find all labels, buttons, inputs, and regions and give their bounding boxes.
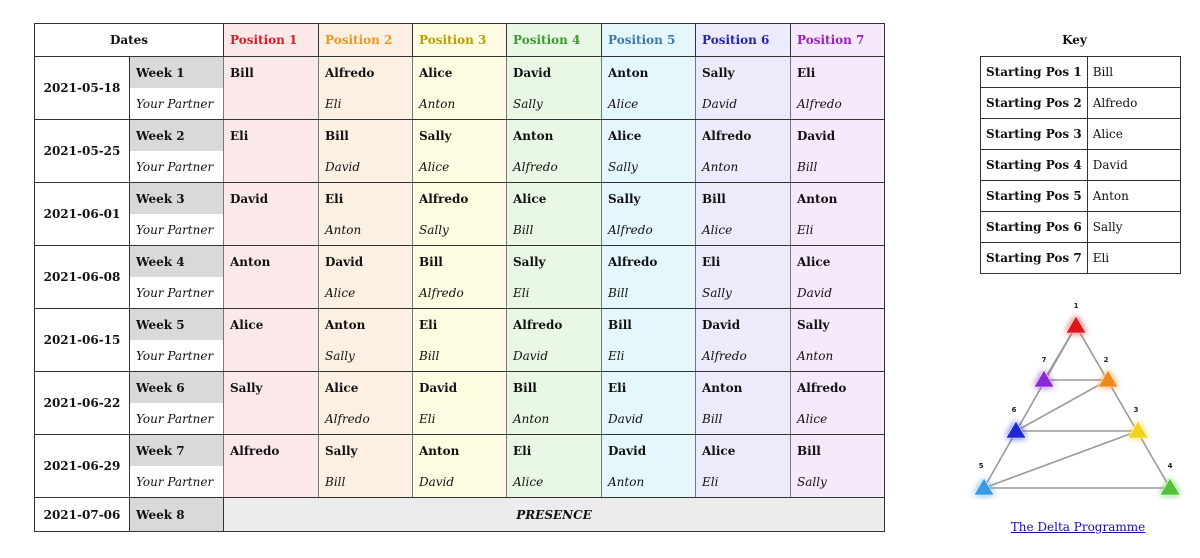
schedule-body bbox=[35, 57, 885, 498]
position-4-partner: Bill bbox=[507, 214, 602, 246]
diagram-node-6 bbox=[1006, 406, 1026, 438]
key-row bbox=[981, 243, 1181, 274]
position-4-partner: Sally bbox=[507, 88, 602, 120]
position-5-name: David bbox=[602, 435, 696, 467]
position-2-partner: Eli bbox=[319, 88, 413, 120]
position-6-partner: Alice bbox=[696, 214, 791, 246]
dates-header: Dates bbox=[35, 24, 224, 57]
partner-label: Your Partner bbox=[130, 214, 224, 246]
position-2-name: Alice bbox=[319, 372, 413, 404]
diagram-edge bbox=[984, 431, 1138, 488]
position-4-partner: Anton bbox=[507, 403, 602, 435]
position-3-name: Sally bbox=[413, 120, 507, 152]
position-1-header: Position 1 bbox=[224, 24, 319, 57]
week-date: 2021-06-15 bbox=[35, 309, 130, 372]
position-7-partner: Alice bbox=[791, 403, 885, 435]
position-4-header: Position 4 bbox=[507, 24, 602, 57]
diagram-node-5 bbox=[974, 462, 994, 495]
position-5-partner: Anton bbox=[602, 466, 696, 498]
key-value: Alice bbox=[1087, 119, 1180, 150]
week-label: Week 3 bbox=[130, 183, 224, 215]
key-table bbox=[980, 56, 1181, 274]
position-7-partner: Eli bbox=[791, 214, 885, 246]
week-row bbox=[35, 246, 885, 278]
position-4-name: Bill bbox=[507, 372, 602, 404]
position-2-name: Sally bbox=[319, 435, 413, 467]
position-3-partner: Bill bbox=[413, 340, 507, 372]
position-4-partner: David bbox=[507, 340, 602, 372]
key-label: Starting Pos 7 bbox=[981, 243, 1088, 274]
position-2-name: Bill bbox=[319, 120, 413, 152]
partner-row bbox=[35, 466, 885, 498]
key-value: Anton bbox=[1087, 181, 1180, 212]
diagram-node-label: 5 bbox=[978, 462, 984, 470]
diagram-node-label: 2 bbox=[1103, 356, 1109, 364]
key-value: David bbox=[1087, 150, 1180, 181]
header-row bbox=[35, 24, 885, 57]
delta-diagram bbox=[966, 300, 1190, 500]
key-body bbox=[981, 57, 1181, 274]
position-7-partner: David bbox=[791, 277, 885, 309]
schedule-table bbox=[34, 23, 885, 532]
week-row bbox=[35, 372, 885, 404]
week-label: Week 4 bbox=[130, 246, 224, 278]
diagram-edge bbox=[1041, 326, 1076, 380]
diagram-edge bbox=[1076, 326, 1170, 488]
position-5-name: Anton bbox=[602, 57, 696, 89]
position-2-partner: Anton bbox=[319, 214, 413, 246]
position-3-name: Alfredo bbox=[413, 183, 507, 215]
partner-label: Your Partner bbox=[130, 340, 224, 372]
position-7-partner: Alfredo bbox=[791, 88, 885, 120]
partner-label: Your Partner bbox=[130, 277, 224, 309]
key-row bbox=[981, 57, 1181, 88]
position-4-name: David bbox=[507, 57, 602, 89]
position-6-partner: David bbox=[696, 88, 791, 120]
diagram-node-1 bbox=[1066, 302, 1086, 333]
position-6-name: Alice bbox=[696, 435, 791, 467]
position-3-partner: David bbox=[413, 466, 507, 498]
position-5-partner: David bbox=[602, 403, 696, 435]
position-6-name: Anton bbox=[696, 372, 791, 404]
week-label: Week 6 bbox=[130, 372, 224, 404]
position-5-name: Bill bbox=[602, 309, 696, 341]
position-1-cell: Alice bbox=[224, 309, 319, 372]
diagram-edge bbox=[1016, 380, 1108, 431]
position-5-name: Eli bbox=[602, 372, 696, 404]
position-4-name: Alfredo bbox=[507, 309, 602, 341]
position-5-partner: Alice bbox=[602, 88, 696, 120]
position-1-cell: Anton bbox=[224, 246, 319, 309]
diagram-node-4 bbox=[1160, 462, 1180, 495]
position-5-partner: Sally bbox=[602, 151, 696, 183]
key-label: Starting Pos 1 bbox=[981, 57, 1088, 88]
position-7-partner: Anton bbox=[791, 340, 885, 372]
position-5-partner: Alfredo bbox=[602, 214, 696, 246]
position-3-name: Anton bbox=[413, 435, 507, 467]
diagram-node-label: 3 bbox=[1133, 406, 1139, 414]
position-3-name: Alice bbox=[413, 57, 507, 89]
key-value: Sally bbox=[1087, 212, 1180, 243]
key-value: Bill bbox=[1087, 57, 1180, 88]
position-3-partner: Sally bbox=[413, 214, 507, 246]
position-2-partner: Alfredo bbox=[319, 403, 413, 435]
week-date: 2021-05-25 bbox=[35, 120, 130, 183]
position-2-header: Position 2 bbox=[319, 24, 413, 57]
week-row bbox=[35, 435, 885, 467]
delta-programme-link[interactable]: The Delta Programme bbox=[1010, 520, 1146, 534]
week-row bbox=[35, 120, 885, 152]
week-label: Week 5 bbox=[130, 309, 224, 341]
position-3-partner: Eli bbox=[413, 403, 507, 435]
position-6-name: Sally bbox=[696, 57, 791, 89]
partner-label: Your Partner bbox=[130, 403, 224, 435]
position-6-name: Alfredo bbox=[696, 120, 791, 152]
position-4-partner: Alice bbox=[507, 466, 602, 498]
position-5-partner: Bill bbox=[602, 277, 696, 309]
week-date: 2021-06-08 bbox=[35, 246, 130, 309]
presence-cell: PRESENCE bbox=[224, 498, 885, 532]
position-2-partner: David bbox=[319, 151, 413, 183]
final-date: 2021-07-06 bbox=[35, 498, 130, 532]
key-label: Starting Pos 3 bbox=[981, 119, 1088, 150]
position-2-name: Alfredo bbox=[319, 57, 413, 89]
partner-label: Your Partner bbox=[130, 88, 224, 120]
week-date: 2021-05-18 bbox=[35, 57, 130, 120]
position-4-name: Anton bbox=[507, 120, 602, 152]
key-row bbox=[981, 181, 1181, 212]
position-7-name: David bbox=[791, 120, 885, 152]
position-1-cell: Bill bbox=[224, 57, 319, 120]
position-7-partner: Bill bbox=[791, 151, 885, 183]
key-label: Starting Pos 2 bbox=[981, 88, 1088, 119]
week-date: 2021-06-29 bbox=[35, 435, 130, 498]
week-row bbox=[35, 309, 885, 341]
week-label: Week 1 bbox=[130, 57, 224, 89]
week-date: 2021-06-22 bbox=[35, 372, 130, 435]
position-2-name: David bbox=[319, 246, 413, 278]
partner-row bbox=[35, 151, 885, 183]
key-row bbox=[981, 212, 1181, 243]
position-4-partner: Eli bbox=[507, 277, 602, 309]
key-label: Starting Pos 6 bbox=[981, 212, 1088, 243]
key-label: Starting Pos 4 bbox=[981, 150, 1088, 181]
position-2-partner: Sally bbox=[319, 340, 413, 372]
diagram-nodes bbox=[974, 302, 1180, 495]
partner-row bbox=[35, 340, 885, 372]
position-7-name: Eli bbox=[791, 57, 885, 89]
position-2-name: Eli bbox=[319, 183, 413, 215]
diagram-node-label: 4 bbox=[1167, 462, 1173, 470]
position-5-name: Alfredo bbox=[602, 246, 696, 278]
position-6-name: David bbox=[696, 309, 791, 341]
position-5-partner: Eli bbox=[602, 340, 696, 372]
key-row bbox=[981, 150, 1181, 181]
week-label: Week 7 bbox=[130, 435, 224, 467]
partner-label: Your Partner bbox=[130, 466, 224, 498]
position-2-name: Anton bbox=[319, 309, 413, 341]
position-3-name: Bill bbox=[413, 246, 507, 278]
position-1-cell: David bbox=[224, 183, 319, 246]
diagram-node-label: 1 bbox=[1073, 302, 1079, 310]
position-7-name: Sally bbox=[791, 309, 885, 341]
week-row bbox=[35, 57, 885, 89]
position-6-header: Position 6 bbox=[696, 24, 791, 57]
position-4-name: Sally bbox=[507, 246, 602, 278]
key-value: Eli bbox=[1087, 243, 1180, 274]
position-5-name: Sally bbox=[602, 183, 696, 215]
partner-row bbox=[35, 88, 885, 120]
position-3-name: Eli bbox=[413, 309, 507, 341]
position-3-header: Position 3 bbox=[413, 24, 507, 57]
week-label: Week 2 bbox=[130, 120, 224, 152]
position-7-name: Alfredo bbox=[791, 372, 885, 404]
partner-row bbox=[35, 214, 885, 246]
position-5-name: Alice bbox=[602, 120, 696, 152]
position-2-partner: Bill bbox=[319, 466, 413, 498]
key-value: Alfredo bbox=[1087, 88, 1180, 119]
position-7-name: Bill bbox=[791, 435, 885, 467]
position-7-partner: Sally bbox=[791, 466, 885, 498]
position-1-cell: Eli bbox=[224, 120, 319, 183]
position-5-header: Position 5 bbox=[602, 24, 696, 57]
key-title: Key bbox=[1062, 33, 1087, 47]
position-7-header: Position 7 bbox=[791, 24, 885, 57]
position-4-partner: Alfredo bbox=[507, 151, 602, 183]
position-6-partner: Anton bbox=[696, 151, 791, 183]
position-3-name: David bbox=[413, 372, 507, 404]
position-4-name: Alice bbox=[507, 183, 602, 215]
position-2-partner: Alice bbox=[319, 277, 413, 309]
position-7-name: Anton bbox=[791, 183, 885, 215]
partner-row bbox=[35, 277, 885, 309]
position-4-name: Eli bbox=[507, 435, 602, 467]
position-1-cell: Sally bbox=[224, 372, 319, 435]
position-1-cell: Alfredo bbox=[224, 435, 319, 498]
position-3-partner: Alice bbox=[413, 151, 507, 183]
partner-label: Your Partner bbox=[130, 151, 224, 183]
position-6-partner: Alfredo bbox=[696, 340, 791, 372]
position-6-partner: Eli bbox=[696, 466, 791, 498]
diagram-node-label: 7 bbox=[1041, 356, 1047, 364]
position-3-partner: Anton bbox=[413, 88, 507, 120]
position-3-partner: Alfredo bbox=[413, 277, 507, 309]
final-week-label: Week 8 bbox=[130, 498, 224, 532]
key-row bbox=[981, 119, 1181, 150]
final-row bbox=[35, 498, 885, 532]
position-6-partner: Bill bbox=[696, 403, 791, 435]
position-6-name: Bill bbox=[696, 183, 791, 215]
partner-row bbox=[35, 403, 885, 435]
key-row bbox=[981, 88, 1181, 119]
diagram-node-2 bbox=[1098, 356, 1118, 387]
week-row bbox=[35, 183, 885, 215]
key-label: Starting Pos 5 bbox=[981, 181, 1088, 212]
position-6-name: Eli bbox=[696, 246, 791, 278]
position-7-name: Alice bbox=[791, 246, 885, 278]
position-6-partner: Sally bbox=[696, 277, 791, 309]
week-date: 2021-06-01 bbox=[35, 183, 130, 246]
diagram-node-label: 6 bbox=[1011, 406, 1017, 414]
